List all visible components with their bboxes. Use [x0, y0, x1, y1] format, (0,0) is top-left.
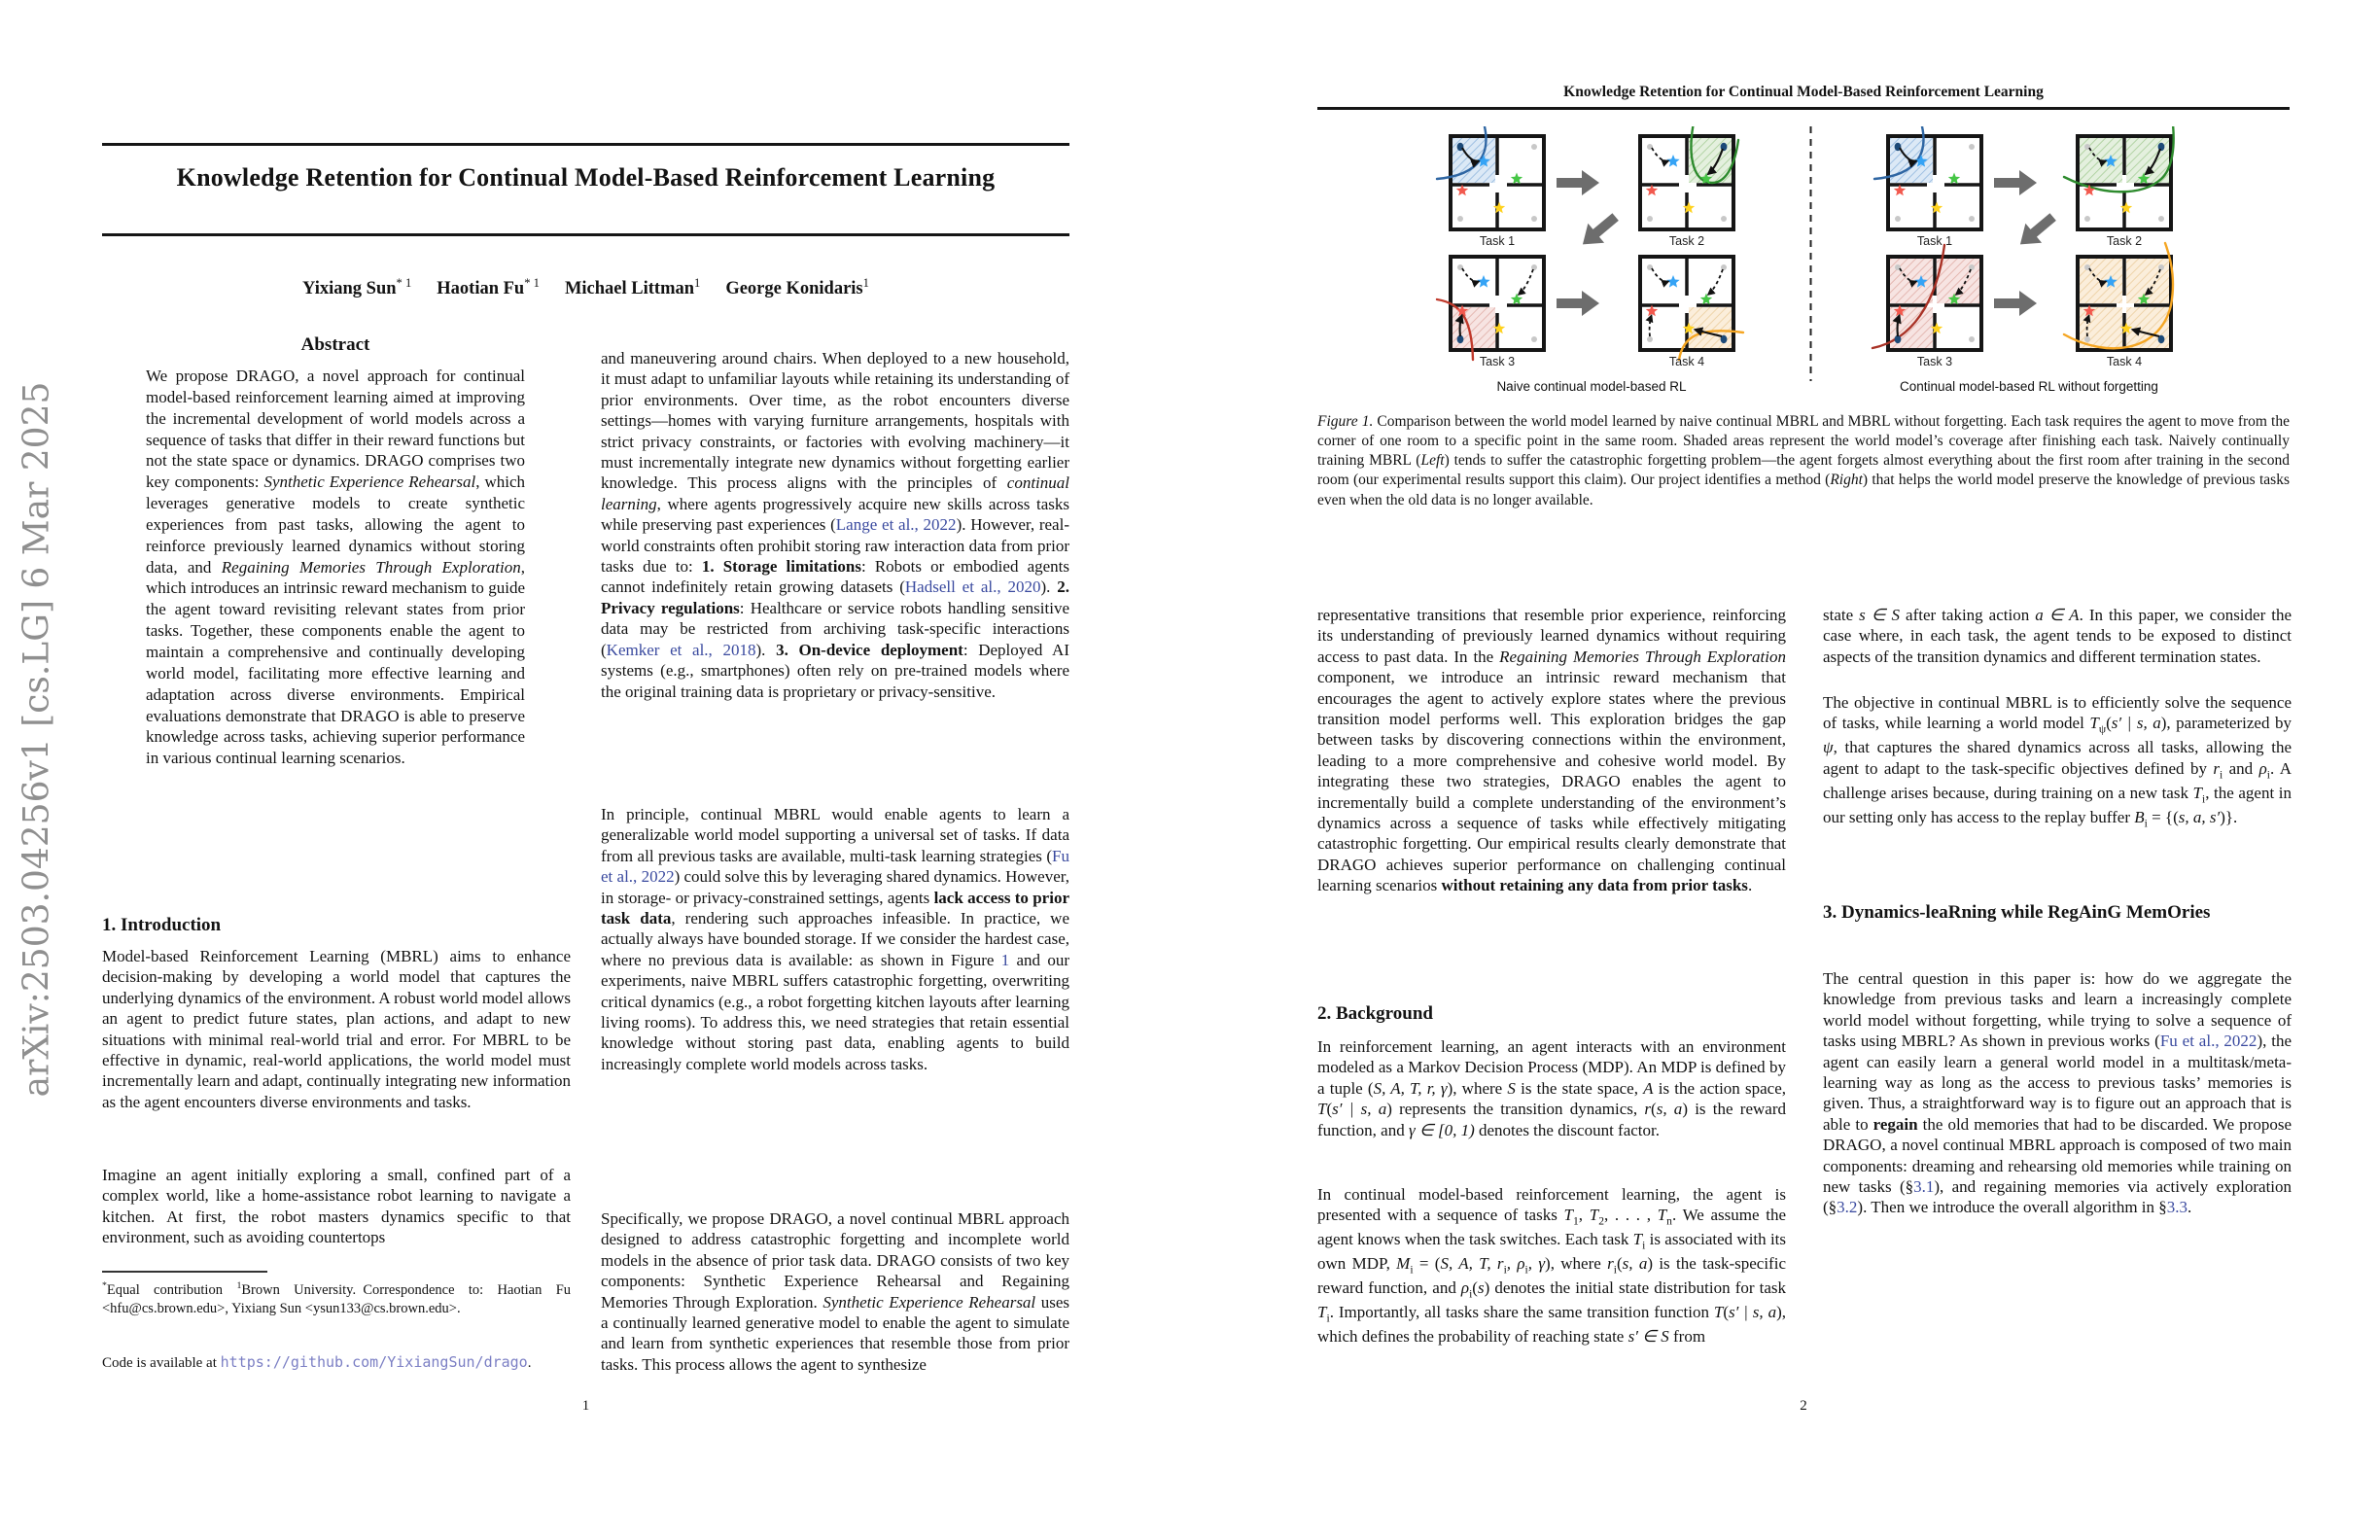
text-segment: George Konidaris: [725, 279, 863, 299]
goal-star-blue: [1477, 275, 1489, 288]
text-segment: T: [1317, 1100, 1327, 1119]
task-label: Task 3: [1916, 355, 1953, 368]
goal-star-yellow: [1931, 202, 1942, 214]
text-segment: Code is available at: [102, 1355, 221, 1371]
corner-dot: [1969, 216, 1975, 222]
text-segment: ψ: [2098, 722, 2107, 736]
goal-star-blue: [1666, 275, 1679, 288]
world-model-coverage-shade: [2080, 307, 2122, 348]
citation-link[interactable]: 3.2: [1837, 1198, 1858, 1217]
text-segment: ), which defines the probability of reaching state: [1317, 1303, 1786, 1347]
corner-dot: [2158, 216, 2164, 222]
corner-dot: [1721, 264, 1727, 270]
task-transition-arrow: [1557, 291, 1599, 316]
figure-panel-right-task-2: [2064, 126, 2174, 248]
title-rule-bottom: [102, 233, 1069, 236]
corner-dot: [1969, 264, 1975, 270]
task-label: Task 3: [1479, 355, 1516, 368]
text-segment: = {(: [2147, 807, 2179, 826]
task-label: Task 2: [1668, 234, 1705, 248]
text-segment: T: [1713, 1303, 1724, 1322]
corner-dot: [2084, 216, 2090, 222]
task-label: Task 4: [2106, 355, 2143, 368]
goal-star-green: [1948, 173, 1960, 185]
text-segment: ) is the reward function, and: [1317, 1100, 1786, 1139]
goal-star-blue: [1666, 155, 1679, 167]
text-segment: s′ | s, a: [2111, 714, 2161, 733]
text-segment: ). However, real-world constraints often prohibit storing raw interaction data from prior tasks due to:: [601, 515, 1069, 577]
text-segment: i: [2220, 768, 2223, 782]
text-segment: T: [1632, 1230, 1643, 1249]
text-segment: . In this paper, we consider the case where, in each task, the agent tends to be exposed to distinct aspects of the transition dynamics and different termination states.: [1823, 606, 2292, 666]
text-segment: s′ | s, a: [1729, 1303, 1777, 1322]
corner-dot: [1531, 264, 1537, 270]
text-segment: Synthetic Experience Rehearsal: [263, 472, 476, 492]
text-segment: ), where: [1545, 1254, 1608, 1274]
figure-panel-right-task-1: [1874, 126, 1981, 248]
text-segment: ), and regaining memories via actively exploration (§: [1823, 1177, 2292, 1217]
text-segment: ψ: [1823, 738, 1834, 757]
corner-dot: [1895, 216, 1901, 222]
text-segment: The objective in continual MBRL is to efficiently solve the sequence of tasks, while learning a world model: [1823, 693, 2292, 733]
text-segment: i: [1524, 1263, 1528, 1277]
text-segment: T: [1317, 1303, 1327, 1322]
text-segment: denotes the discount factor.: [1474, 1120, 1661, 1139]
corner-dot: [1647, 216, 1653, 222]
title-rule-top: [102, 143, 1069, 146]
text-segment: Regaining Memories Through Exploration: [1499, 647, 1787, 666]
past-task-arrow: [1652, 268, 1668, 282]
text-segment: i: [1469, 1287, 1473, 1301]
section3-paragraph-1: [1823, 968, 2292, 1218]
text-segment: (: [1326, 1100, 1333, 1119]
corner-dot: [1647, 336, 1653, 342]
text-segment: representative transitions that resemble prior experience, reinforcing its understanding of previously learned dynamics without requiring access to past data. In the: [1317, 606, 1786, 666]
text-segment: : Healthcare or service robots handling sensitive data may be restricted from archiving task-specific interactions (: [601, 598, 1069, 659]
intro-paragraph-1: [102, 946, 571, 1112]
figure-1: [1317, 126, 2290, 408]
task-transition-arrow: [1557, 170, 1599, 195]
text-segment: s, a, s′: [2178, 807, 2221, 826]
text-segment: ) that helps the world model preserve the knowledge of previous tasks even when the old data is no longer available.: [1317, 472, 2290, 508]
task-label: Task 1: [1916, 234, 1953, 248]
text-segment: * 1: [396, 276, 412, 290]
citation-link[interactable]: 1: [1000, 950, 1010, 969]
text-segment: Equal contribution: [106, 1281, 237, 1298]
goal-star-yellow: [1493, 202, 1505, 214]
text-segment: T: [1563, 1206, 1573, 1225]
text-segment: i: [1613, 1263, 1617, 1277]
figure-panel-left-task-4: [1640, 257, 1743, 368]
code-availability-line: [102, 1353, 571, 1374]
text-segment: 1: [236, 1280, 242, 1291]
text-segment: r: [1607, 1254, 1614, 1274]
text-segment: T: [2192, 783, 2202, 802]
running-header: Knowledge Retention for Continual Model-Based Reinforcement Learning: [1563, 84, 2044, 100]
text-segment: . Importantly, all tasks share the same transition function: [1329, 1303, 1714, 1322]
text-segment: ), parameterized by: [2160, 714, 2292, 733]
figure-group-caption: Naive continual model-based RL: [1496, 379, 1687, 394]
text-segment: Synthetic Experience Rehearsal: [822, 1292, 1036, 1312]
text-segment: ), where: [1447, 1078, 1508, 1098]
text-segment: ρ: [2258, 758, 2267, 778]
text-segment: * 1: [524, 276, 540, 290]
text-segment: i: [2266, 768, 2270, 782]
text-segment: s′ ∈ S: [1628, 1327, 1669, 1347]
goal-star-yellow: [1683, 202, 1695, 214]
arxiv-watermark: arXiv:2503.04256v1 [cs.LG] 6 Mar 2025: [17, 381, 57, 1098]
text-segment: γ ∈ [0, 1): [1408, 1120, 1475, 1139]
corner-dot: [1531, 216, 1537, 222]
text-segment: ) denotes the initial state distribution for task: [1484, 1278, 1786, 1298]
task-transition-arrow: [1575, 207, 1624, 254]
text-segment: 1: [694, 276, 701, 290]
figure-panel-left-task-3: [1437, 257, 1544, 368]
text-segment: B: [2134, 807, 2145, 826]
abstract-heading: Abstract: [300, 334, 370, 355]
text-segment: T: [2089, 714, 2099, 733]
text-segment: (: [1651, 1100, 1657, 1119]
agent-dot: [1895, 335, 1902, 343]
text-segment: i: [2202, 792, 2206, 806]
corner-dot: [2084, 336, 2090, 342]
citation-link[interactable]: 3.3: [2166, 1198, 2188, 1217]
text-segment: is the state space,: [1515, 1078, 1644, 1098]
corner-dot: [1969, 144, 1975, 150]
corner-dot: [1531, 336, 1537, 342]
footnote-text: [102, 1279, 571, 1318]
header-rule: [1317, 107, 2290, 110]
page-title: Knowledge Retention for Continual Model-Based Reinforcement Learning: [176, 163, 996, 192]
text-segment: ) could solve this by leveraging shared dynamics. However, in storage- or privacy-constrained settings, agents: [601, 867, 1069, 907]
text-segment: The central question in this paper is: how do we aggregate the knowledge from previous tasks and learn a increasingly complete world model without forgetting, while trying to solve a sequence of tasks using MBRL? As shown in previous works (: [1823, 969, 2292, 1051]
goal-star-yellow: [2120, 202, 2132, 214]
citation-link[interactable]: Hadsell et al., 2020: [904, 578, 1041, 597]
text-segment: and our experiments, naive MBRL suffers catastrophic forgetting, overwriting critical dynamics (e.g., a robot forgetting kitchen layouts after learning living rooms). To address this, we need strategies that retain essential knowledge without storing past data, enabling agents to build increasingly complete world models across tasks.: [601, 950, 1069, 1073]
text-segment: In reinforcement learning, an agent interacts with an environment modeled as a Markov Decision Process (MDP). An MDP is defined by a tuple (: [1317, 1037, 1786, 1098]
citation-link[interactable]: Lange et al., 2022: [835, 515, 957, 535]
citation-link[interactable]: Kemker et al., 2018: [606, 640, 756, 659]
task-transition-arrow: [2012, 207, 2061, 254]
text-segment: *: [102, 1280, 107, 1291]
text-segment: .: [2188, 1198, 2192, 1217]
text-segment: ). Then we introduce the overall algorithm in §: [1857, 1198, 2167, 1217]
task-transition-arrow: [1994, 170, 2037, 195]
text-segment: s, a: [1656, 1100, 1683, 1119]
p2-col2-paragraph-2: [1823, 692, 2292, 831]
abstract-text: [146, 366, 525, 769]
task-label: Task 4: [1668, 355, 1705, 368]
agent-dot: [1457, 335, 1464, 343]
text-segment: ,: [1578, 1206, 1590, 1225]
text-segment: S, A, T, r: [1440, 1254, 1504, 1274]
text-segment: 3. On-device deployment: [776, 640, 963, 659]
text-segment: Right: [1830, 472, 1863, 489]
text-segment: is associated with its own MDP,: [1317, 1230, 1787, 1274]
text-segment: .: [1747, 876, 1753, 895]
text-segment: s: [1477, 1278, 1485, 1298]
figure-panel-left-task-1: [1437, 126, 1544, 248]
text-segment: . A challenge arises because, during training on a new task: [1823, 758, 2292, 802]
text-segment: ρ: [1460, 1278, 1470, 1298]
text-segment: n: [1666, 1214, 1672, 1228]
text-segment: Regaining Memories Through Exploration: [221, 557, 521, 577]
text-segment: uses a continually learned generative model to enable the agent to simulate and learn from synthetic experiences that resemble those from prior tasks. This process allows the agent to synthesize: [601, 1292, 1070, 1374]
text-segment: S, A, T, r, γ: [1373, 1078, 1448, 1098]
text-segment: (: [2106, 714, 2112, 733]
text-segment: Figure 1.: [1317, 413, 1374, 430]
text-segment: is the action space,: [1653, 1078, 1786, 1098]
text-segment: r: [1644, 1100, 1652, 1119]
task-transition-arrow: [1994, 291, 2037, 316]
text-segment: = (: [1413, 1254, 1441, 1274]
figure-panel-right-task-4: [2064, 243, 2173, 368]
past-task-arrow: [1462, 268, 1479, 282]
text-segment: 2. Privacy regulations: [601, 578, 1069, 617]
text-segment: . We assume the agent knows when the task switches. Each task: [1317, 1206, 1786, 1249]
text-segment: 1: [1572, 1214, 1579, 1228]
p2-col1-paragraph-1: [1317, 605, 1786, 896]
citation-link[interactable]: Fu et al., 2022: [601, 846, 1069, 887]
text-segment: 1. Storage limitations: [701, 557, 861, 577]
text-segment: Imagine an agent initially exploring a small, confined part of a complex world, like a home-assistance robot learning to navigate a kitchen. At first, the robot masters dynamics specific to that environment, such as avoiding countertops: [102, 1166, 571, 1247]
text-segment: r: [2213, 758, 2220, 778]
text-segment: , where agents progressively acquire new skills across tasks while preserving past experiences (: [601, 494, 1069, 535]
goal-star-green: [1511, 173, 1522, 185]
text-segment: M: [1396, 1254, 1411, 1274]
past-task-arrow: [1650, 316, 1652, 337]
text-segment: Specifically, we propose DRAGO, a novel continual MBRL approach designed to address catastrophic forgetting and incomplete world models in the absence of prior task data. DRAGO consists of two key components: Synthetic Experience Rehearsal and Regaining Memories Through Exploration.: [601, 1209, 1069, 1312]
text-segment: : Robots or embodied agents cannot indefinitely retain growing datasets (: [601, 557, 1070, 597]
text-segment: a ∈ A: [2035, 606, 2080, 624]
text-segment: (: [1616, 1254, 1623, 1274]
author-line: [102, 276, 1069, 299]
text-segment: s ∈ S: [1859, 606, 1901, 624]
task-label: Task 1: [1479, 234, 1516, 248]
text-segment: Michael Littman: [564, 279, 695, 299]
text-segment: , rendering such approaches infeasible. In practice, we actually always have bounded storage. If we consider the hardest case, where no previous data is available: as shown in Figure: [601, 909, 1069, 969]
corner-dot: [1531, 144, 1537, 150]
text-segment: and: [2222, 758, 2259, 778]
text-segment: Comparison between the world model learned by naive continual MBRL and MBRL without forgetting. Each task requires the agent to move from the corner of one room to a specific point in the same room. Shaded areas represent the world model’s coverage after finishing each task. Naively continually training MBRL (: [1317, 413, 2290, 470]
text-segment: regain: [1872, 1114, 1918, 1134]
text-segment: i: [1326, 1312, 1330, 1325]
corner-dot: [2158, 264, 2164, 270]
text-segment: Yixiang Sun: [302, 279, 397, 299]
text-segment: S: [1507, 1078, 1516, 1098]
text-segment: ) tends to suffer the catastrophic forgetting problem—the agent forgets almost everything about the first room after training in the second room (our experimental results support this claim). Our project identifies a method (: [1317, 452, 2290, 489]
text-segment: s′ | s, a: [1332, 1100, 1387, 1119]
task-label: Task 2: [2106, 234, 2143, 248]
text-segment: i: [1410, 1263, 1414, 1277]
text-segment: , that captures the shared dynamics across all tasks, allowing the agent to adapt to the task-specific objectives defined by: [1823, 738, 2292, 778]
citation-link[interactable]: 3.1: [1913, 1177, 1935, 1197]
citation-link[interactable]: Fu et al., 2022: [2159, 1032, 2258, 1051]
footnote-rule: [102, 1271, 267, 1273]
text-segment: , γ: [1527, 1254, 1546, 1274]
p1-col2-paragraph-1: [601, 348, 1069, 702]
text-segment: (: [1472, 1278, 1478, 1298]
text-segment: lack access to prior task data: [601, 888, 1069, 928]
text-segment: continual learning: [601, 473, 1069, 513]
text-segment: i: [1503, 1263, 1507, 1277]
p2-col2-paragraph-1: [1823, 605, 2292, 667]
background-heading: 2. Background: [1317, 1003, 1433, 1024]
figure-group-caption: Continual model-based RL without forgetting: [1900, 379, 2158, 394]
text-segment: state: [1823, 606, 1860, 624]
text-segment: ).: [755, 640, 777, 659]
text-segment: We propose DRAGO, a novel approach for continual model-based reinforcement learning aimed at improving the incremental development of world models across a sequence of tasks that differ in their reward functions but not the state space or dynamics. DRAGO comprises two key components:: [146, 367, 525, 492]
corner-dot: [1969, 336, 1975, 342]
text-segment: 1: [862, 276, 869, 290]
text-segment: without retaining any data from prior tasks: [1441, 876, 1748, 895]
section3-heading: 3. Dynamics-leaRning while RegAinG MemOries: [1823, 902, 2211, 923]
text-segment: : Deployed AI systems (e.g., smartphones) often rely on pre-trained models where the original training data is proprietary or privacy-sensitive.: [601, 640, 1069, 701]
text-segment: ) represents the transition dynamics,: [1386, 1100, 1645, 1119]
text-segment: ) is the task-specific reward function, and: [1317, 1254, 1786, 1298]
text-segment: Haotian Fu: [437, 279, 525, 299]
page-number-1: 1: [581, 1398, 590, 1414]
past-task-arrow: [1652, 148, 1668, 161]
p1-col2-paragraph-3: [601, 1208, 1069, 1375]
intro-paragraph-2: [102, 1165, 571, 1248]
text-segment: ), the agent can easily learn a general world model in a multitask/meta-learning way as long as the access to previous tasks’ memories is given. Thus, a straightforward way is to figure out an approach that is able to: [1823, 1032, 2292, 1134]
text-segment: i: [2144, 817, 2148, 830]
text-segment: , . . . ,: [1603, 1206, 1658, 1225]
text-segment: , which introduces an intrinsic reward mechanism to guide the agent toward revisiting relevant states from prior tasks. Together, these components enable the agent to maintain a comprehensive and continually developing world model, facilitating more effective learning and adaptation across diverse environments. Empirical evaluations demonstrate that DRAGO is able to preserve knowledge across tasks, achieving superior performance in various continual learning scenarios.: [146, 557, 526, 768]
past-task-arrow: [1708, 269, 1723, 295]
text-segment: component, we introduce an intrinsic reward mechanism that encourages the agent to actively explore states where the previous transition model performs well. This exploration bridges the gap between tasks by discovering connections within the environment, leading to a more comprehensive and cohesive world model. By integrating these two strategies, DRAGO enables the agent to incrementally build a complete understanding of the environment’s dynamics across a sequence of tasks while effectively mitigating catastrophic forgetting. Our empirical results clearly demonstrate that DRAGO achieves superior performance on challenging continual learning scenarios: [1317, 668, 1786, 895]
text-segment: , ρ: [1506, 1254, 1525, 1274]
text-segment: In principle, continual MBRL would enable agents to learn a generalizable world model supporting a universal set of tasks. If data from all previous tasks are available, multi-task learning strategies (: [601, 805, 1069, 865]
text-segment: after taking action: [1900, 606, 2036, 624]
corner-dot: [1721, 216, 1727, 222]
text-segment: and maneuvering around chairs. When deployed to a new household, it must adapt to unfamiliar layouts while retaining its understanding of prior environments. Over time, as the robot encounters diverse settings—homes with varying furniture arrangements, hospitals with strict privacy constraints, or factories with evolving machinery—it must incrementally integrate new dynamics without forgetting earlier knowledge. This process aligns with the principles of: [601, 349, 1069, 493]
text-segment: i: [1642, 1239, 1646, 1252]
text-segment: Left: [1420, 452, 1445, 470]
text-segment: )}.: [2220, 807, 2238, 826]
background-paragraph-1: [1317, 1036, 1786, 1140]
figure-1-caption: [1317, 412, 2290, 510]
text-segment: T: [1657, 1206, 1667, 1225]
text-segment: ).: [1040, 578, 1058, 597]
figure-panel-left-task-2: [1640, 126, 1738, 248]
text-segment: T: [1589, 1206, 1599, 1225]
goal-star-green: [1700, 294, 1712, 305]
figure-panel-right-task-3: [1872, 245, 1981, 368]
page-number-2: 2: [1800, 1398, 1807, 1414]
code-url-link[interactable]: https://github.com/YixiangSun/drago: [220, 1353, 528, 1371]
text-segment: Brown University. Correspondence to: Haotian Fu <hfu@cs.brown.edu>, Yixiang Sun <ysun133@cs.brown.edu>.: [102, 1281, 572, 1316]
intro-heading: 1. Introduction: [102, 915, 222, 935]
text-segment: Model-based Reinforcement Learning (MBRL) aims to enhance decision-making by developing a world model that captures the underlying dynamics of the environment. A robust world model allows an agent to predict future states, plan actions, and adapt to new situations with minimal real-world trial and error. For MBRL to be effective in dynamic, real-world applications, the world model must incrementally learn and adapt, continually integrating new information as the agent encounters diverse environments and tasks.: [102, 947, 571, 1111]
text-segment: , which leverages generative models to create synthetic experiences from past tasks, allowing the agent to reinforce previously learned dynamics without storing data, and: [146, 472, 526, 577]
text-segment: In continual model-based reinforcement learning, the agent is presented with a sequence of tasks: [1317, 1185, 1786, 1225]
text-segment: A: [1643, 1078, 1654, 1098]
text-segment: s, a: [1622, 1254, 1648, 1274]
past-task-arrow: [1519, 269, 1533, 295]
corner-dot: [1457, 216, 1463, 222]
text-segment: the old memories that had to be discarded. We propose DRAGO, a novel continual MBRL approach is composed of two main components: dreaming and rehearsing old memories while training on new tasks (§: [1823, 1114, 2292, 1197]
text-segment: , the agent in our setting only has access to the replay buffer: [1823, 783, 2292, 826]
goal-star-green: [1511, 294, 1522, 305]
text-segment: .: [527, 1355, 532, 1371]
text-segment: from: [1668, 1327, 1706, 1347]
p1-col2-paragraph-2: [601, 804, 1069, 1074]
background-paragraph-2: [1317, 1184, 1786, 1348]
text-segment: 2: [1598, 1214, 1604, 1228]
text-segment: (: [1723, 1303, 1729, 1322]
